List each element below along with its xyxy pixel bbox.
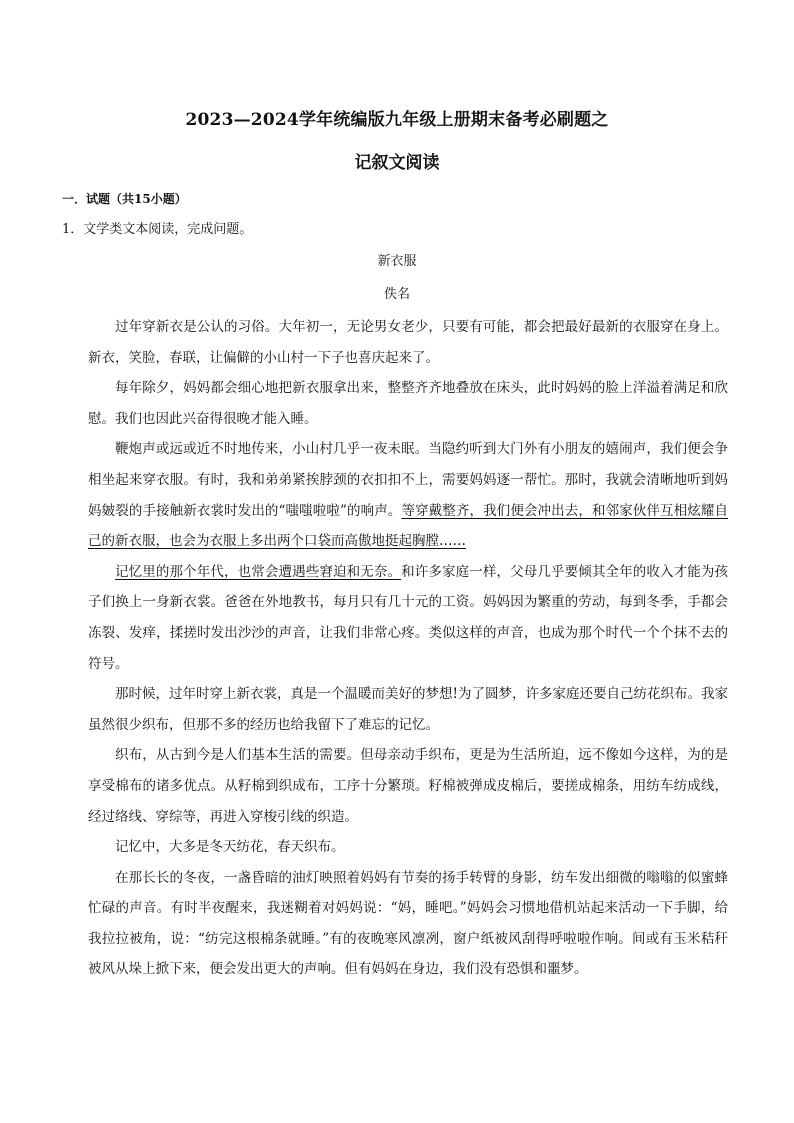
paragraph-1: 过年穿新衣是公认的习俗。大年初一，无论男女老少，只要有可能，都会把最好最新的衣服穿在身上。新衣，笑脸，春联，让偏僻的小山村一下子也喜庆起来了。 — [88, 319, 728, 366]
paragraph-7: 记忆中，大多是冬天纺花，春天织布。 — [115, 839, 345, 856]
underlined-sentence-1: 等穿戴整齐，我们便会冲出去，和邻家伙伴互相炫耀自己的新衣服，也会为衣服上多出两个口袋而高傲地挺起胸膛…… — [88, 502, 728, 550]
question-prompt: 1．文学类文本阅读，完成问题。 — [62, 222, 253, 237]
section-heading: 一．试题（共15小题） — [62, 192, 187, 206]
paragraph-8: 在那长长的冬夜，一盏昏暗的油灯映照着妈妈有节奏的扬手转臂的身影，纺车发出细微的嗡嗡的似蜜蜂忙碌的声音。有时半夜醒来，我迷糊着对妈妈说：“妈，睡吧。”妈妈会习惯地借机站起来活动一下手脚，给我拉拉被角，说：“纺完这根棉条就睡。”有的夜晚寒风凛冽，窗户纸被风刮得呼啦啦作响。间或有玉米秸秆被风从垛上掀下来，便会发出更大的声响。但有妈妈在身边，我们没有恐惧和噩梦。 — [88, 869, 728, 978]
story-author: 佚名 — [383, 287, 410, 302]
underlined-sentence-2: 记忆里的那个年代，也常会遭遇些窘迫和无奈。 — [115, 563, 402, 580]
paragraph-4 — [88, 557, 728, 679]
paragraph-6: 织布，从古到今是人们基本生活的需要。但母亲动手织布，更是为生活所迫，远不像如今这样，为的是享受棉布的诸多优点。从籽棉到织成布，工序十分繁琐。籽棉被弹成皮棉后，要搓成棉条，用纺车纺成线，经过络线、穿综等，再进入穿梭引线的织造。 — [88, 747, 728, 825]
document-subtitle: 记叙文阅读 — [354, 153, 440, 173]
paragraph-3-text: 鞭炮声或远或近不时地传来，小山村几乎一夜未眠。当隐约听到大门外有小朋友的嬉闹声，我们便会争相坐起来穿衣服。有时，我和弟弟紧挨脖颈的衣扣扣不上，需要妈妈逐一帮忙。那时，我就会清晰地听到妈妈皴裂的手接触新衣裳时发出的“嗤嗤啦啦”的响声。 — [88, 441, 728, 519]
paragraph-5: 那时候，过年时穿上新衣裳，真是一个温暖而美好的梦想!为了圆梦，许多家庭还要自己纺花织布。我家虽然很少织布，但那不多的经历也给我留下了难忘的记忆。 — [88, 686, 728, 733]
paragraph-2: 每年除夕，妈妈都会细心地把新衣服拿出来，整整齐齐地叠放在床头，此时妈妈的脸上洋溢着满足和欣慰。我们也因此兴奋得很晚才能入睡。 — [88, 380, 728, 427]
document-title: 2023—2024学年统编版九年级上册期末备考必刷题之 — [185, 110, 609, 130]
story-title: 新衣服 — [377, 254, 417, 269]
story-body — [88, 312, 728, 985]
paragraph-3 — [88, 434, 728, 556]
paragraph-4-text: 和许多家庭一样，父母几乎要倾其全年的收入才能为孩子们换上一身新衣裳。爸爸在外地教书，每月只有几十元的工资。妈妈因为繁重的劳动，每到冬季，手都会冻裂、发痒，揉搓时发出沙沙的声音，让我们非常心疼。类似这样的声音，也成为那个时代一个个抹不去的符号。 — [88, 563, 728, 672]
